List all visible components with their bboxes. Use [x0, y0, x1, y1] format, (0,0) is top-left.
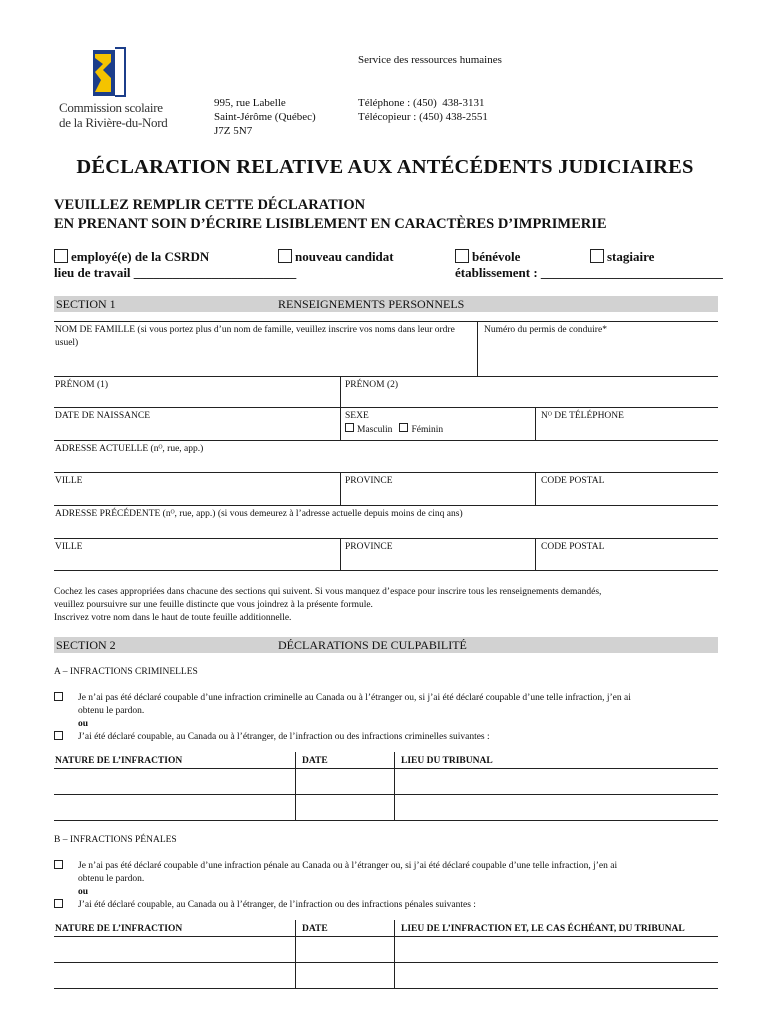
- criminal-col-court: LIEU DU TRIBUNAL: [401, 756, 493, 766]
- volunteer-checkbox[interactable]: [455, 249, 469, 263]
- section2-label: SECTION 2: [56, 638, 116, 652]
- criminal-or: ou: [78, 719, 89, 729]
- criminal-col-nature: NATURE DE L’INFRACTION: [55, 756, 183, 766]
- note-line2: veuillez poursuivre sur une feuille distincte que vous joindrez à la présente formule.: [54, 600, 373, 610]
- penal-option1-line2: obtenu le pardon.: [78, 874, 145, 884]
- city-field[interactable]: VILLE: [55, 476, 83, 486]
- logo-mark-icon: [55, 44, 175, 104]
- option-employee[interactable]: [54, 249, 209, 265]
- employee-checkbox[interactable]: [54, 249, 68, 263]
- intern-checkbox[interactable]: [590, 249, 604, 263]
- criminal-option2: J’ai été déclaré coupable, au Canada ou à l’étranger, de l’infraction ou des infractions criminelles suivantes :: [78, 732, 490, 742]
- section1-label: SECTION 1: [56, 297, 116, 311]
- instruction-line2: EN PRENANT SOIN D’ÉCRIRE LISIBLEMENT EN CARACTÈRES D’IMPRIMERIE: [54, 216, 607, 232]
- first-name1-field[interactable]: PRÉNOM (1): [55, 380, 109, 390]
- sex-label: SEXE: [345, 411, 369, 421]
- female-label: Féminin: [411, 425, 444, 435]
- service-name: Service des ressources humaines: [358, 54, 502, 66]
- penal-col-nature: NATURE DE L’INFRACTION: [55, 924, 183, 934]
- new-candidate-checkbox[interactable]: [278, 249, 292, 263]
- option-volunteer[interactable]: [455, 249, 520, 265]
- logo-text-line2: de la Rivière-du-Nord: [59, 115, 168, 130]
- section2-bar: [54, 637, 718, 653]
- note-line3: Inscrivez votre nom dans le haut de toute feuille additionnelle.: [54, 613, 292, 623]
- page-title: DÉCLARATION RELATIVE AUX ANTÉCÉDENTS JUDICIAIRES: [76, 156, 694, 178]
- option-new-candidate[interactable]: [278, 249, 394, 265]
- last-name-field[interactable]: NOM DE FAMILLE (si vous portez plus d’un nom de famille, veuillez inscrire vos noms dans leur ordre usuel): [55, 325, 455, 348]
- province-field[interactable]: PROVINCE: [345, 476, 393, 486]
- penal-col-date: DATE: [302, 924, 328, 934]
- penal-or: ou: [78, 887, 89, 897]
- penal-option1-line1: Je n’ai pas été déclaré coupable d’une infraction pénale au Canada ou à l’étranger ou, si j’ai été déclaré coupable d’une telle infraction, j’en ai: [78, 861, 618, 871]
- intern-label: stagiaire: [607, 249, 655, 264]
- penal-heading: B – INFRACTIONS PÉNALES: [54, 835, 177, 845]
- previous-city-field[interactable]: VILLE: [55, 542, 83, 552]
- new-candidate-label: nouveau candidat: [295, 249, 394, 264]
- volunteer-label: bénévole: [472, 249, 521, 264]
- address-line3: J7Z 5N7: [214, 125, 253, 137]
- criminal-col-date: DATE: [302, 756, 328, 766]
- phone-number: Téléphone : (450) 438-3131: [358, 97, 485, 109]
- note-line1: Cochez les cases appropriées dans chacune des sections qui suivent. Si vous manquez d’espace pour inscrire tous les renseignements demandés,: [54, 587, 602, 597]
- penal-option1-checkbox[interactable]: [54, 860, 66, 874]
- first-name2-field[interactable]: PRÉNOM (2): [345, 380, 399, 390]
- criminal-option2-checkbox[interactable]: [54, 731, 66, 745]
- logo-text-line1: Commission scolaire: [59, 100, 163, 115]
- criminal-option1-line1: Je n’ai pas été déclaré coupable d’une infraction criminelle au Canada ou à l’étranger ou, si j’ai été déclaré coupable d’une telle infraction, j’en ai: [78, 693, 631, 703]
- criminal-heading: A – INFRACTIONS CRIMINELLES: [54, 667, 198, 677]
- birth-date-field[interactable]: DATE DE NAISSANCE: [55, 411, 150, 421]
- fax-number: Télécopieur : (450) 438-2551: [358, 111, 488, 123]
- male-label: Masculin: [357, 425, 393, 435]
- previous-province-field[interactable]: PROVINCE: [345, 542, 393, 552]
- option-intern[interactable]: [590, 249, 654, 265]
- address-line1: 995, rue Labelle: [214, 97, 286, 109]
- section2-title: DÉCLARATIONS DE CULPABILITÉ: [278, 638, 467, 652]
- employee-label: employé(e) de la CSRDN: [71, 249, 210, 264]
- address-line2: Saint-Jérôme (Québec): [214, 111, 316, 123]
- previous-postal-code-field[interactable]: CODE POSTAL: [541, 542, 605, 552]
- logo: [55, 44, 175, 134]
- establishment-field[interactable]: établissement : ____________________________: [455, 265, 723, 280]
- instruction-line1: VEUILLEZ REMPLIR CETTE DÉCLARATION: [54, 197, 366, 213]
- phone-field[interactable]: Nᴼ DE TÉLÉPHONE: [541, 411, 624, 421]
- penal-col-place: LIEU DE L’INFRACTION ET, LE CAS ÉCHÉANT, DU TRIBUNAL: [401, 924, 685, 934]
- female-checkbox[interactable]: [399, 423, 408, 432]
- current-address-field[interactable]: ADRESSE ACTUELLE (nᴼ, rue, app.): [55, 444, 204, 454]
- penal-option2: J’ai été déclaré coupable, au Canada ou à l’étranger, de l’infraction ou des infractions pénales suivantes :: [78, 900, 476, 910]
- criminal-option1-checkbox[interactable]: [54, 692, 66, 706]
- postal-code-field[interactable]: CODE POSTAL: [541, 476, 605, 486]
- sex-field: [343, 408, 533, 439]
- license-field[interactable]: Numéro du permis de conduire*: [484, 325, 607, 335]
- section1-bar: [54, 296, 718, 312]
- criminal-option1-line2: obtenu le pardon.: [78, 706, 145, 716]
- male-checkbox[interactable]: [345, 423, 354, 432]
- penal-option2-checkbox[interactable]: [54, 899, 66, 913]
- section1-title: RENSEIGNEMENTS PERSONNELS: [278, 297, 465, 311]
- previous-address-field[interactable]: ADRESSE PRÉCÉDENTE (nᴼ, rue, app.) (si vous demeurez à l’adresse actuelle depuis moins de cinq ans): [55, 509, 463, 519]
- workplace-field[interactable]: lieu de travail _________________________: [54, 265, 297, 280]
